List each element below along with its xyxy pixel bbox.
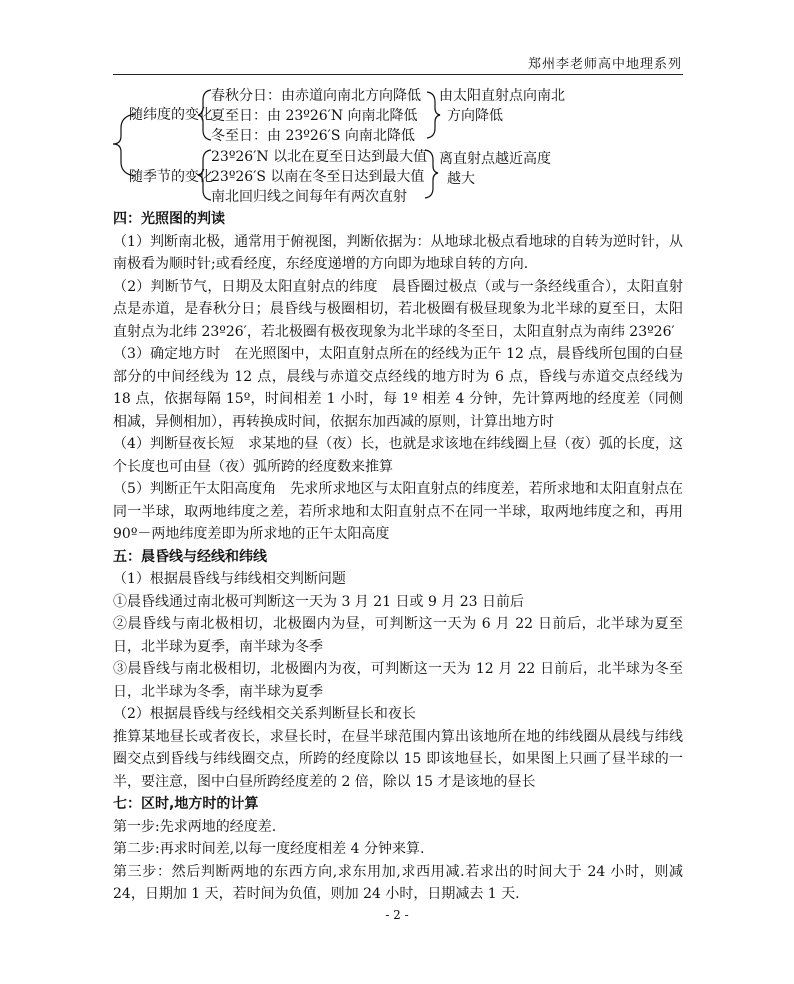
paragraph: ①晨昏线通过南北极可判断这一天为 3 月 21 日或 9 月 23 日前后	[113, 593, 525, 610]
group2-item: 23º26′S 以南在冬至日达到最大值	[211, 169, 425, 185]
paragraph: （3）确定地方时 在光照图中，太阳直射点所在的经线为正午 12 点，晨昏线所包围的白昼部分的中间经线为 12 点，晨线与赤道交点经线的地方时为 6 点，昏线与赤道交点经线为 18 点，依据每隔 15º，时间相差 1 小时，每 1º 相差 4 分钟，先计算两地的经度差（同侧相减，异侧相加），再转换成时间，依据东加西减的原则，计算出地方时	[113, 346, 683, 430]
group2-note: 离直射点越近高度	[439, 151, 551, 167]
group1-note: 由太阳直射点向南北	[439, 88, 565, 104]
paragraph: （2）判断节气，日期及太阳直射点的纬度 晨昏圈过极点（或与一条经线重合），太阳直射点是赤道，是春秋分日；晨昏线与极圈相切，若北极圈有极昼现象为北半球的夏至日，太阳直射点为北纬 23º26′，若北极圈有极夜现象为北半球的冬至日，太阳直射点为南纬 23º26′	[113, 278, 683, 340]
sun-altitude-tree	[113, 80, 683, 210]
document-body	[113, 208, 683, 906]
section-heading-5: 五：晨昏线与经线和纬线	[113, 548, 267, 565]
paragraph: （1）根据晨昏线与纬线相交判断问题	[113, 571, 346, 587]
header-title: 郑州李老师高中地理系列	[527, 57, 682, 72]
group2-label: 随季节的变化	[129, 169, 213, 185]
paragraph: 第二步:再求时间差,以每一度经度相差 4 分钟来算.	[113, 841, 425, 857]
group2-note: 越大	[447, 171, 475, 187]
section-heading-7: 七：区时,地方时的计算	[113, 796, 259, 812]
group1-label: 随纬度的变化	[129, 107, 213, 123]
group1-item: 春秋分日：由赤道向南北方向降低	[211, 88, 421, 104]
paragraph: 第三步：然后判断两地的东西方向,求东用加,求西用减.若求出的时间大于 24 小时，则减 24，日期加 1 天，若时间为负值，则加 24 小时，日期减去 1 天.	[113, 863, 683, 902]
paragraph: （4）判断昼夜长短 求某地的昼（夜）长，也就是求该地在纬线圈上昼（夜）弧的长度，这个长度也可由昼（夜）弧所跨的经度数来推算	[113, 436, 683, 475]
paragraph: （2）根据晨昏线与经线相交关系判断昼长和夜长	[113, 706, 416, 722]
group1-item: 夏至日：由 23º26′N 向南北降低	[211, 108, 418, 124]
paragraph: （1）判断南北极，通常用于俯视图，判断依据为：从地球北极点看地球的自转为逆时针，从南极看为顺时针;或看经度，东经度递增的方向即为地球自转的方向.	[113, 233, 683, 272]
paragraph: ②晨昏线与南北极相切，北极圈内为昼，可判断这一天为 6 月 22 日前后，北半球为夏至日，北半球为夏季，南半球为冬季	[113, 616, 683, 655]
paragraph: （5）判断正午太阳高度角 先求所求地区与太阳直射点的纬度差，若所求地和太阳直射点在同一半球，取两地纬度之差，若所求地和太阳直射点不在同一半球，取两地纬度之和，再用 90º－两地纬度差即为所求地的正午太阳高度	[113, 481, 683, 542]
group2-item: 南北回归线之间每年有两次直射	[211, 189, 407, 205]
group1-item: 冬至日：由 23º26′S 向南北降低	[211, 128, 415, 144]
header-divider	[113, 74, 683, 75]
page-number: - 2 -	[385, 908, 409, 922]
paragraph: ③晨昏线与南北极相切，北极圈内为夜，可判断这一天为 12 月 22 日前后，北半球为冬至日，北半球为冬季，南半球为夏季	[113, 661, 683, 700]
paragraph: 推算某地昼长或者夜长，求昼长时，在昼半球范围内算出该地所在地的纬线圈从晨线与纬线圈交点到昏线与纬线圈交点，所跨的经度除以 15 即该地昼长，如果图上只画了昼半球的一半，要注意，图中白昼所跨经度差的 2 倍，除以 15 才是该地的昼长	[113, 728, 683, 790]
paragraph: 第一步:先求两地的经度差.	[113, 818, 277, 835]
group2-item: 23º26′N 以北在夏至日达到最大值	[211, 149, 428, 165]
group1-note: 方向降低	[447, 108, 503, 124]
section-heading-4: 四：光照图的判读	[113, 211, 225, 227]
